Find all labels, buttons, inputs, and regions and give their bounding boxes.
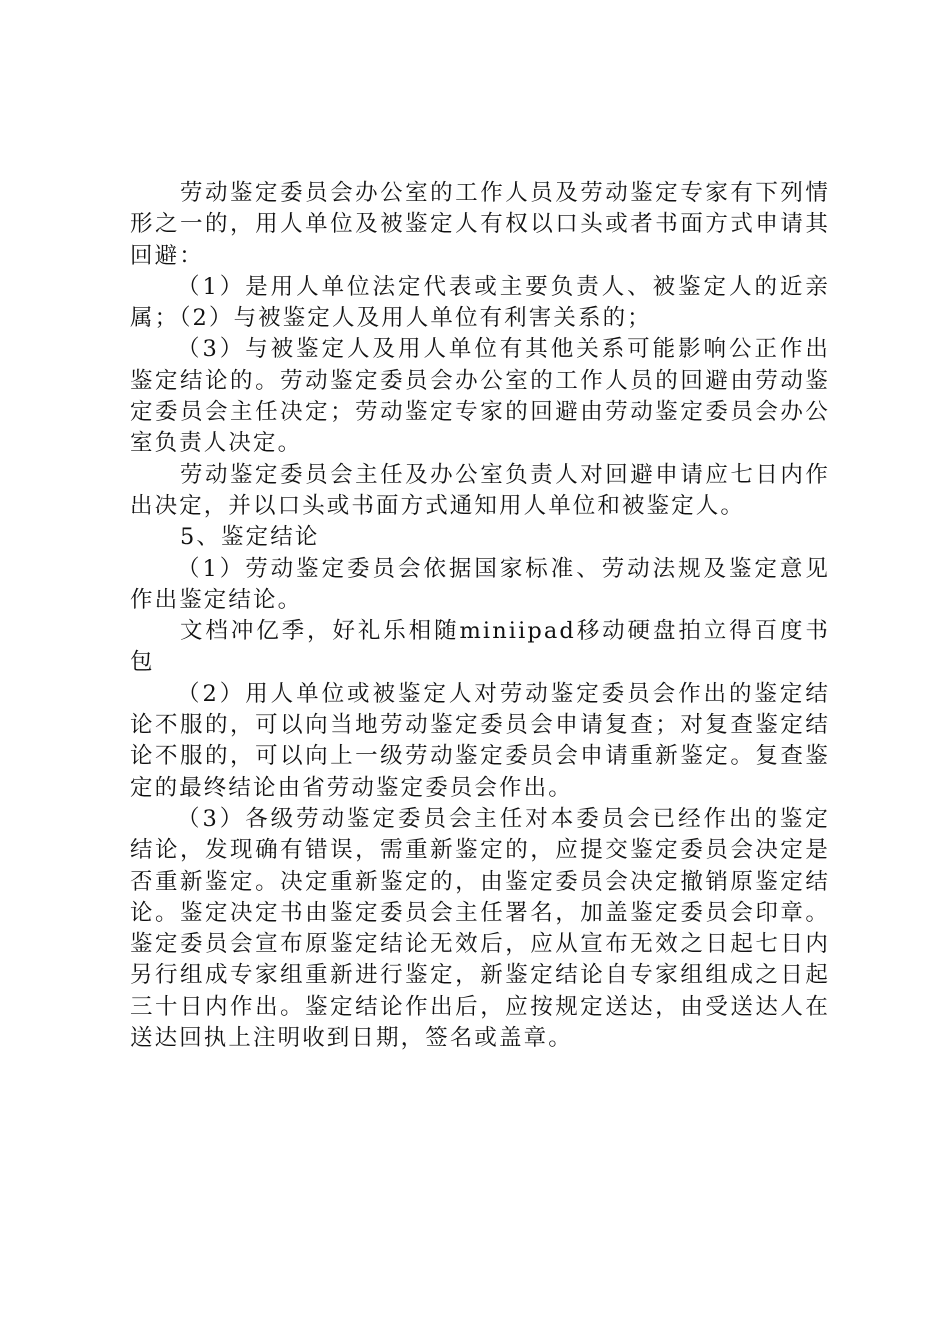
paragraph-conclusion-1: （1）劳动鉴定委员会依据国家标准、劳动法规及鉴定意见作出鉴定结论。 <box>130 555 830 613</box>
paragraph-conclusion-2: （2）用人单位或被鉴定人对劳动鉴定委员会作出的鉴定结论不服的，可以向当地劳动鉴定委员会申请复查；对复查鉴定结论不服的，可以向上一级劳动鉴定委员会申请重新鉴定。复查鉴定的最终结论由省劳动鉴定委员会作出。 <box>130 680 830 801</box>
paragraph-recusal-intro: 劳动鉴定委员会办公室的工作人员及劳动鉴定专家有下列情形之一的，用人单位及被鉴定人有权以口头或者书面方式申请其回避： <box>130 180 830 269</box>
paragraph-promo-text: 文档冲亿季，好礼乐相随miniipad移动硬盘拍立得百度书包 <box>130 618 830 676</box>
paragraph-conclusion-3: （3）各级劳动鉴定委员会主任对本委员会已经作出的鉴定结论，发现确有错误，需重新鉴定的，应提交鉴定委员会决定是否重新鉴定。决定重新鉴定的，由鉴定委员会决定撤销原鉴定结论。鉴定决定书由鉴定委员会主任署名，加盖鉴定委员会印章。鉴定委员会宣布原鉴定结论无效后，应从宣布无效之日起七日内另行组成专家组重新进行鉴定，新鉴定结论自专家组组成之日起三十日内作出。鉴定结论作出后，应按规定送达，由受送达人在送达回执上注明收到日期，签名或盖章。 <box>130 805 830 1052</box>
paragraph-recusal-item-3: （3）与被鉴定人及用人单位有其他关系可能影响公正作出鉴定结论的。劳动鉴定委员会办公室的工作人员的回避由劳动鉴定委员会主任决定；劳动鉴定专家的回避由劳动鉴定委员会办公室负责人决定。 <box>130 336 830 457</box>
paragraph-recusal-decision: 劳动鉴定委员会主任及办公室负责人对回避申请应七日内作出决定，并以口头或书面方式通知用人单位和被鉴定人。 <box>130 461 830 519</box>
paragraph-recusal-items-1-2: （1）是用人单位法定代表或主要负责人、被鉴定人的近亲属；（2）与被鉴定人及用人单位有利害关系的； <box>130 273 830 332</box>
section-heading-conclusion: 5、鉴定结论 <box>180 524 320 551</box>
document-body <box>130 178 830 1054</box>
